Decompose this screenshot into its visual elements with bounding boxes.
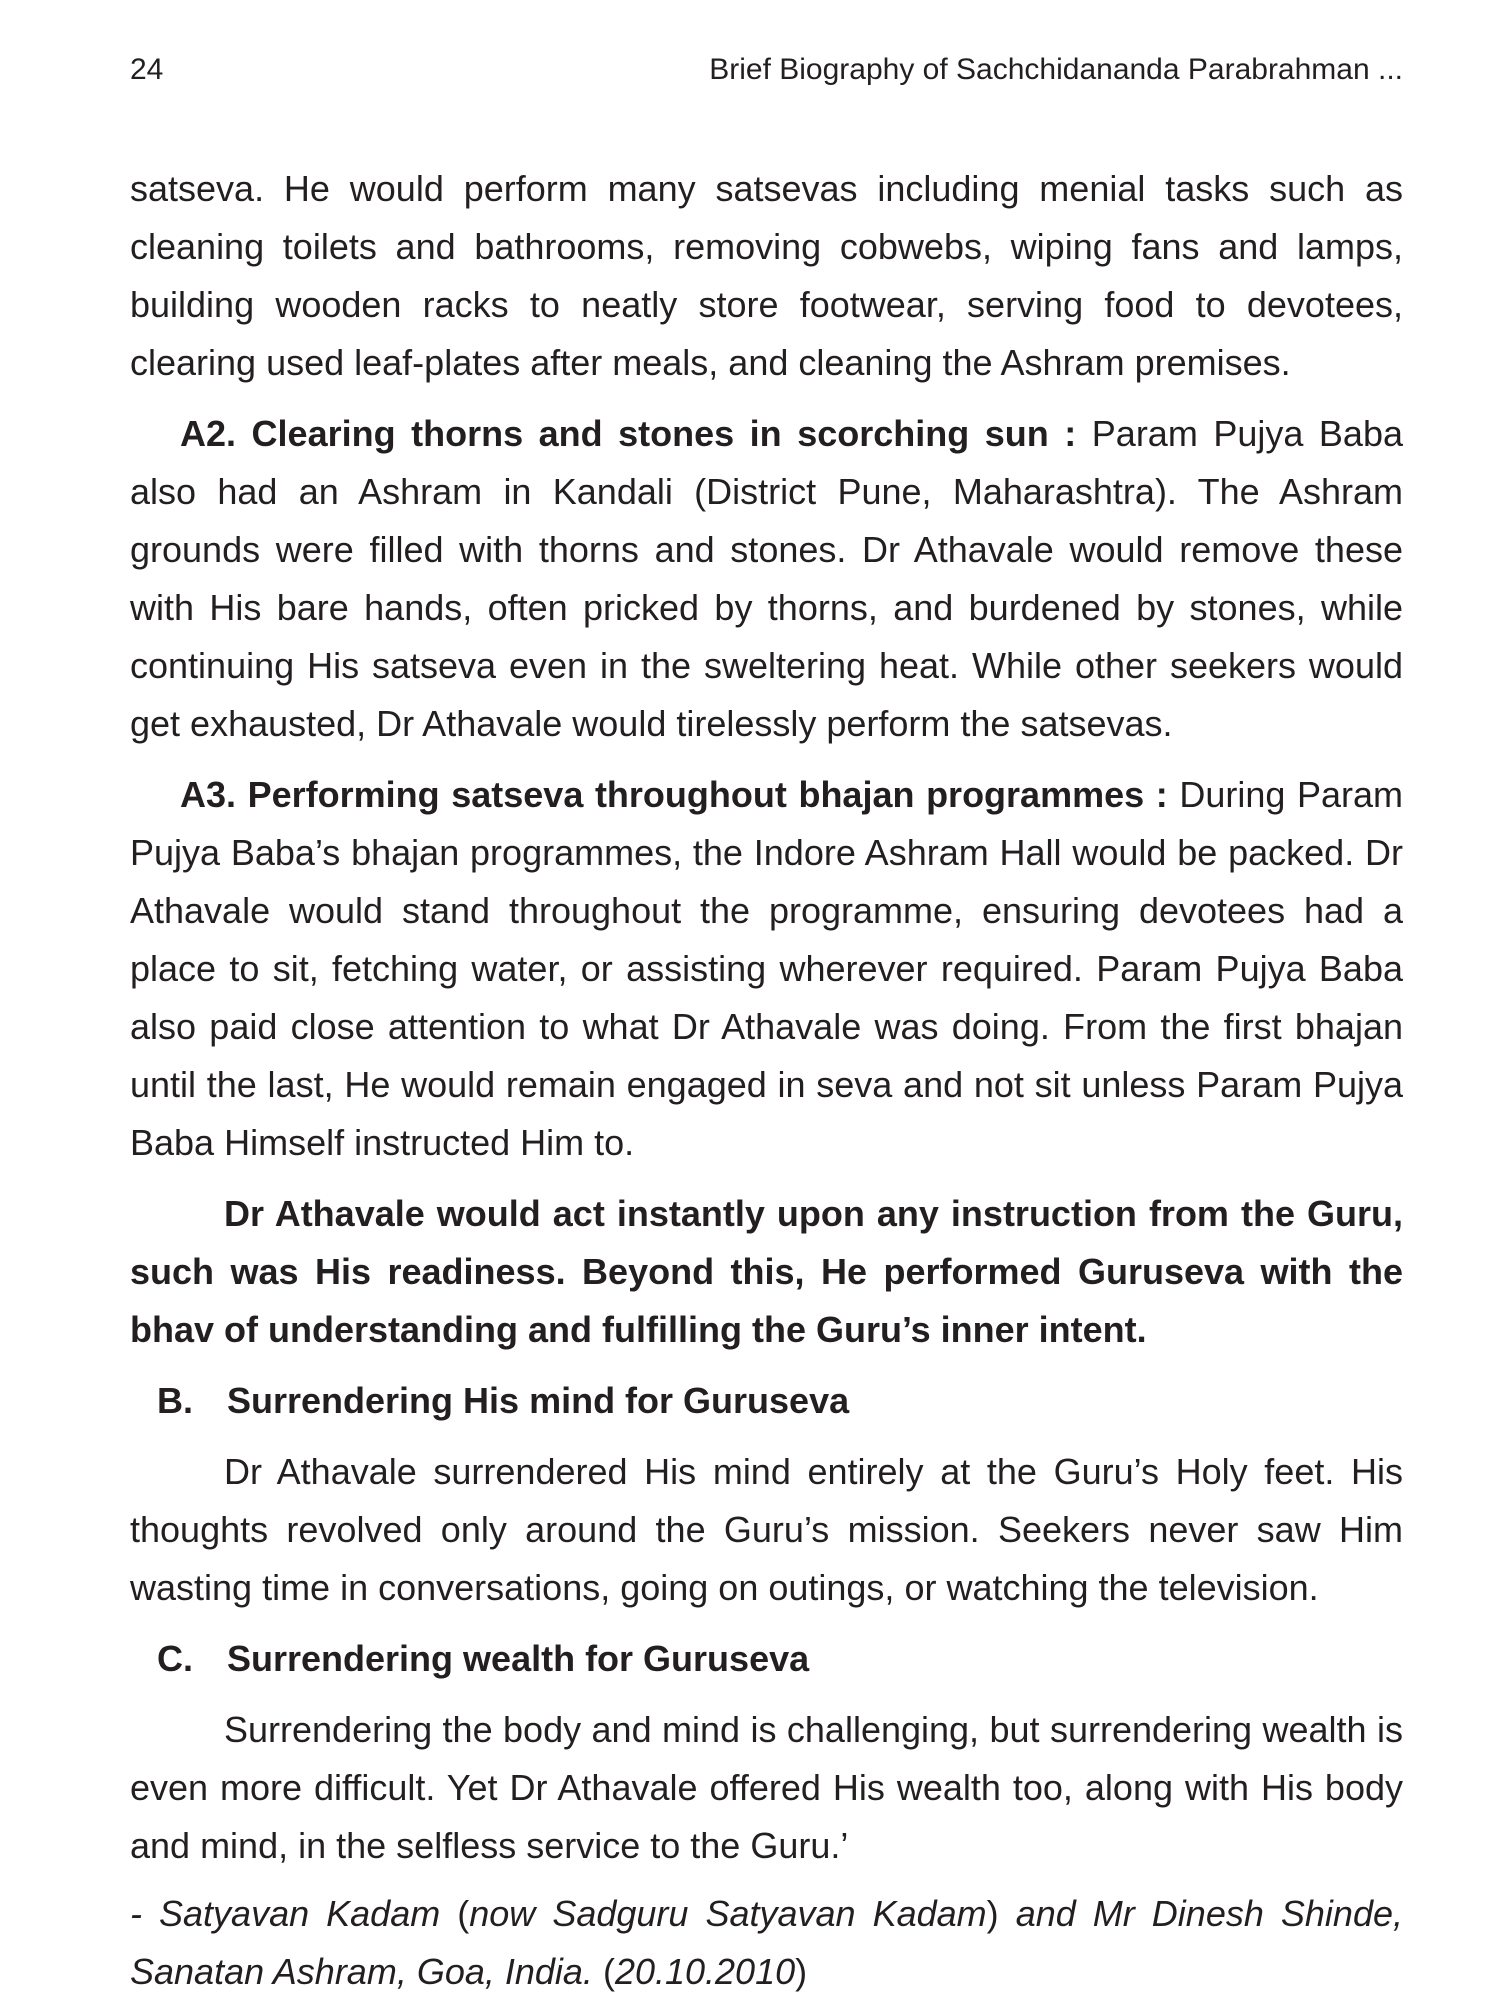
citation-date-open: ( — [592, 1951, 615, 1992]
body-text — [130, 160, 1403, 2001]
citation-date-close: ) — [795, 1951, 808, 1992]
section-c-letter: C. — [157, 1638, 193, 1679]
citation-paren-open: ( — [440, 1893, 470, 1934]
paragraph-bold-emphasis: Dr Athavale would act instantly upon any instruction from the Guru, such was His readiness. Beyond this, He performed Guruseva with the bhav of understanding and fulfilling the Guru’s inner intent. — [130, 1193, 1403, 1350]
paragraph-section-b: Dr Athavale surrendered His mind entirely at the Guru’s Holy feet. His thoughts revolved only around the Guru’s mission. Seekers never saw Him wasting time in conversations, going on outings, or watching the television. — [130, 1451, 1403, 1608]
subheading-a3: A3. Performing satseva throughout bhajan programmes : — [180, 774, 1168, 815]
paragraph-a2 — [130, 405, 1403, 753]
paragraph-a3 — [130, 766, 1403, 1172]
running-header — [130, 48, 1403, 92]
section-b-title: Surrendering His mind for Guruseva — [227, 1380, 850, 1421]
section-heading-c — [130, 1630, 1403, 1688]
running-title: Brief Biography of Sachchidananda Parabrahman ... — [709, 53, 1403, 86]
citation-author: - Satyavan Kadam — [130, 1893, 441, 1934]
paragraph-section-c: Surrendering the body and mind is challenging, but surrendering wealth is even more difficult. Yet Dr Athavale offered His wealth too, along with His body and mind, in the selfless service to the Guru.’ — [130, 1709, 1403, 1866]
citation-paren-close: ) — [986, 1893, 1016, 1934]
citation-date: 20.10.2010 — [614, 1951, 796, 1992]
section-c-title: Surrendering wealth for Guruseva — [227, 1638, 810, 1679]
paragraph-a3-text: During Param Pujya Baba’s bhajan programmes, the Indore Ashram Hall would be packed. Dr Athavale would stand throughout the programme, ensuring devotees had a place to sit, fetching water, or assisting wherever required. Param Pujya Baba also paid close attention to what Dr Athavale was doing. From the first bhajan until the last, He would remain engaged in seva and not sit unless Param Pujya Baba Himself instructed Him to. — [130, 774, 1404, 1163]
citation-location: and Mr Dinesh Shinde, Sanatan Ashram, Goa, India. — [130, 1893, 1403, 1992]
section-b-letter: B. — [157, 1380, 193, 1421]
subheading-a2: A2. Clearing thorns and stones in scorching sun : — [180, 413, 1077, 454]
paragraph-a2-text: Param Pujya Baba also had an Ashram in Kandali (District Pune, Maharashtra). The Ashram grounds were filled with thorns and stones. Dr Athavale would remove these with His bare hands, often pricked by thorns, and burdened by stones, while continuing His satseva even in the sweltering heat. While other seekers would get exhausted, Dr Athavale would tirelessly perform the satsevas. — [130, 413, 1403, 744]
citation — [130, 1885, 1403, 2001]
page-number: 24 — [130, 53, 164, 86]
citation-note: now Sadguru Satyavan Kadam — [469, 1893, 987, 1934]
paragraph-intro: satseva. He would perform many satsevas including menial tasks such as cleaning toilets and bathrooms, removing cobwebs, wiping fans and lamps, building wooden racks to neatly store footwear, serving food to devotees, clearing used leaf-plates after meals, and cleaning the Ashram premises. — [130, 168, 1403, 383]
section-heading-b — [130, 1372, 1403, 1430]
